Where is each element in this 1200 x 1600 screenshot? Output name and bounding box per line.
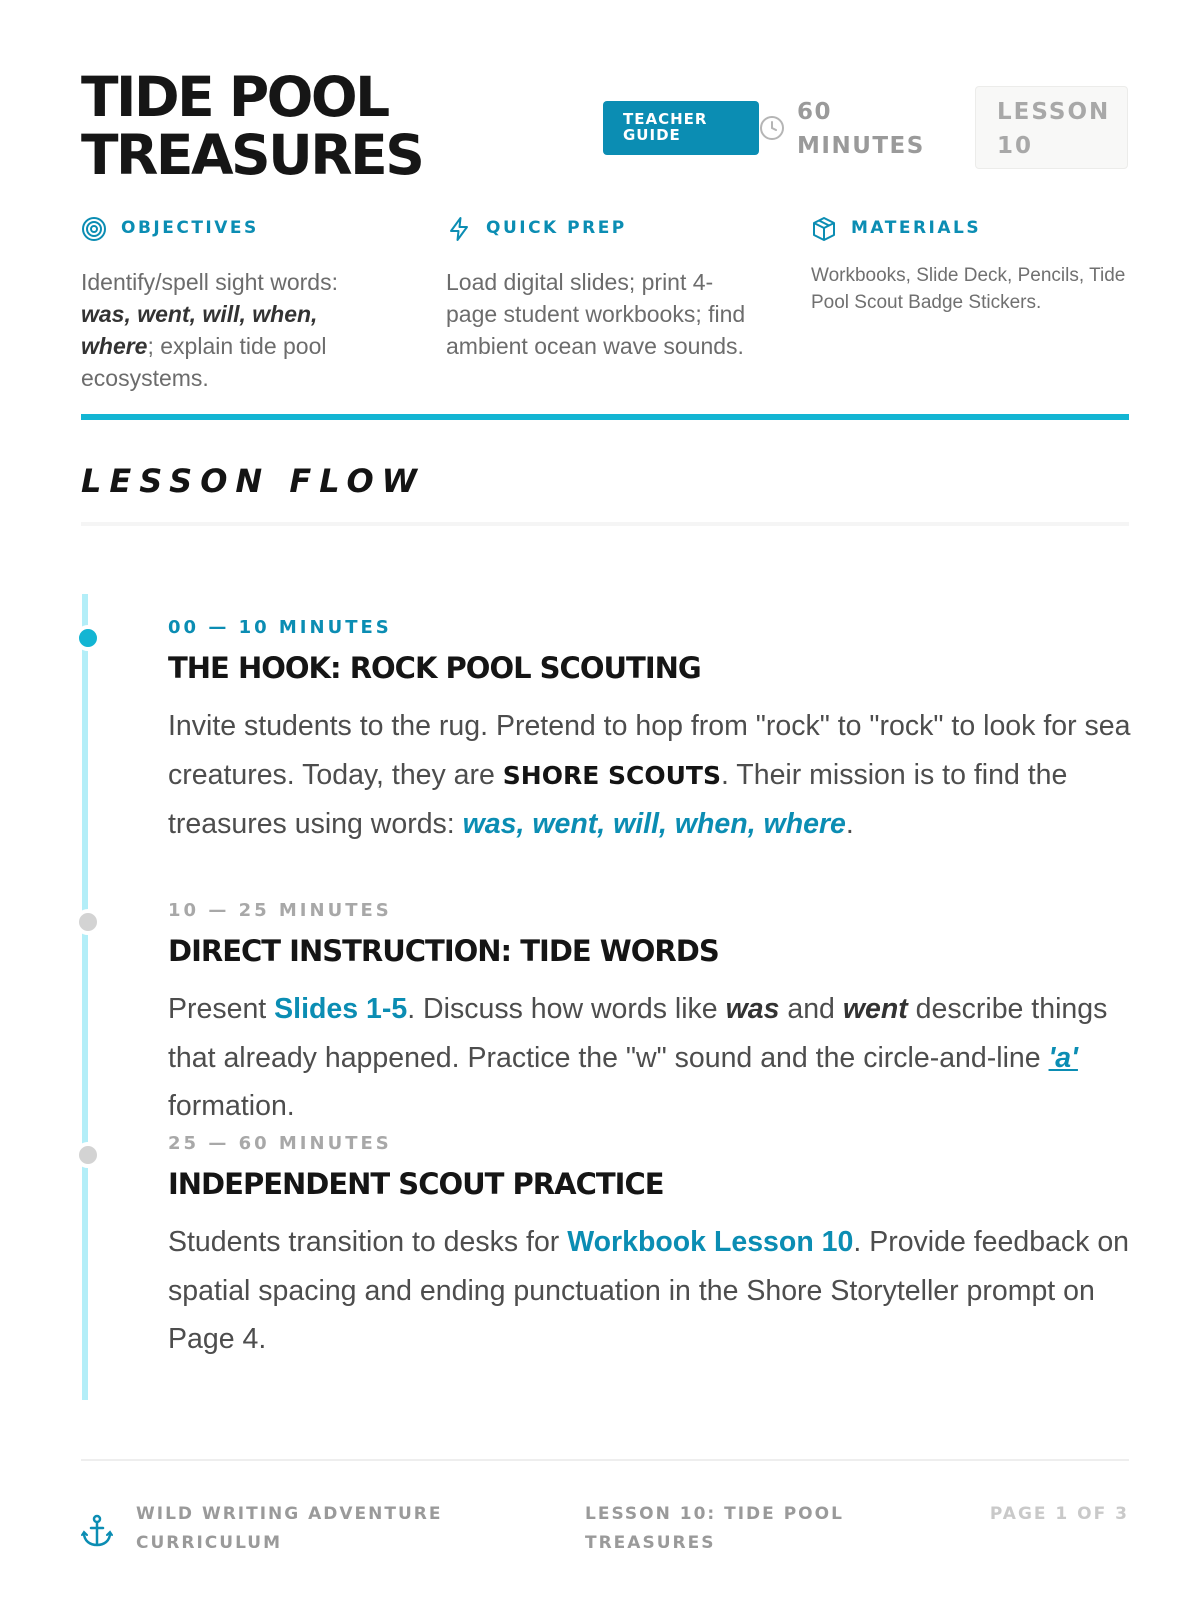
- objectives-rest: ; explain tide pool ecosystems.: [81, 333, 327, 391]
- quick-prep-text: Load digital slides; print 4-page student workbooks; find ambient ocean wave sounds.: [446, 269, 746, 359]
- step-body-text: . Provide feedback on spatial spacing and ending punctuation in the Shore Storyteller prompt on Page 4.: [168, 1226, 1130, 1355]
- quick-prep-heading: QUICK PREP: [486, 218, 627, 238]
- step-body: [168, 702, 1138, 849]
- title-line-1: TIDE POOL: [81, 65, 388, 129]
- badge-line-2: GUIDE: [623, 126, 681, 144]
- timeline-step-2: [168, 899, 1138, 1131]
- objectives-text: [81, 266, 381, 394]
- step-body-text: and: [779, 993, 843, 1025]
- step-time: 00 — 10 MINUTES: [168, 617, 392, 638]
- objectives-heading: OBJECTIVES: [121, 218, 259, 238]
- footer-divider: [81, 1459, 1129, 1461]
- timeline-step-1: [168, 616, 1138, 849]
- footer-lesson: [585, 1500, 885, 1558]
- materials-heading: MATERIALS: [851, 218, 982, 238]
- step-heading: THE HOOK: ROCK POOL SCOUTING: [168, 651, 701, 685]
- step-time: 10 — 25 MINUTES: [168, 900, 392, 921]
- timeline-dot-active: [75, 625, 101, 651]
- objectives-column: [81, 214, 401, 394]
- duration-unit: MINUTES: [797, 133, 925, 159]
- step-body-text: Students transition to desks for: [168, 1226, 568, 1258]
- header-divider: [81, 414, 1129, 420]
- letter-a-link[interactable]: 'a': [1048, 1041, 1078, 1074]
- step-heading: INDEPENDENT SCOUT PRACTICE: [168, 1167, 664, 1201]
- timeline-dot: [75, 909, 101, 935]
- word-highlight: was: [725, 993, 780, 1025]
- sight-words-highlight: was, went, will, when, where: [462, 808, 846, 840]
- step-body-text: formation.: [168, 1090, 295, 1122]
- lesson-number: 10: [997, 133, 1034, 159]
- footer-curriculum: [136, 1500, 466, 1558]
- step-heading: DIRECT INSTRUCTION: TIDE WORDS: [168, 934, 719, 968]
- title-line-2: TREASURES: [81, 123, 423, 187]
- materials-text: Workbooks, Slide Deck, Pencils, Tide Pool Scout Badge Stickers.: [811, 265, 1126, 313]
- footer-curriculum-line: CURRICULUM: [136, 1533, 283, 1553]
- lesson-flow-title: LESSON FLOW: [81, 462, 425, 500]
- duration-value: 60: [797, 99, 833, 125]
- footer-lesson-line: TREASURES: [585, 1533, 716, 1553]
- footer-curriculum-line: WILD WRITING ADVENTURE: [136, 1504, 443, 1524]
- slides-reference: Slides 1-5: [274, 993, 408, 1025]
- page-title: [81, 65, 423, 187]
- lesson-number-box: [975, 86, 1128, 169]
- anchor-icon: [81, 1514, 113, 1548]
- step-body: [168, 1218, 1138, 1364]
- shore-scouts-highlight: SHORE SCOUTS: [502, 760, 721, 790]
- step-time: 25 — 60 MINUTES: [168, 1133, 392, 1154]
- workbook-reference: Workbook Lesson 10: [567, 1226, 854, 1258]
- timeline-dot: [75, 1142, 101, 1168]
- page-number: PAGE 1 OF 3: [989, 1504, 1129, 1524]
- teacher-guide-badge: [603, 101, 759, 155]
- objectives-intro: Identify/spell sight words:: [81, 269, 338, 295]
- section-divider: [81, 522, 1129, 526]
- target-icon: [81, 216, 107, 242]
- step-body-text: . Discuss how words like: [407, 993, 726, 1025]
- timeline-bar: [82, 594, 88, 1400]
- lightning-icon: [446, 216, 472, 242]
- word-highlight: went: [842, 993, 908, 1025]
- lesson-label: LESSON: [997, 99, 1111, 125]
- timeline-step-3: [168, 1132, 1138, 1364]
- duration-label: [797, 95, 957, 163]
- clock-icon: [759, 115, 785, 141]
- step-body-text: . Their mission is to find the treasures using words:: [168, 758, 1068, 840]
- step-body: [168, 985, 1138, 1131]
- step-body-text: describe things that already happened. Practice the "w" sound and the circle-and-line: [168, 993, 1108, 1074]
- badge-line-1: TEACHER: [623, 110, 708, 128]
- footer-lesson-line: LESSON 10: TIDE POOL: [585, 1504, 844, 1524]
- step-body-text: Present: [168, 993, 275, 1025]
- step-body-text: .: [845, 808, 854, 840]
- box-icon: [811, 216, 837, 242]
- step-body-text: Invite students to the rug. Pretend to hop from "rock" to "rock" to look for sea creatures. Today, they are: [168, 710, 1131, 791]
- quick-prep-column: [446, 214, 766, 362]
- objectives-words: was, went, will, when, where: [81, 301, 318, 359]
- materials-column: [811, 214, 1131, 316]
